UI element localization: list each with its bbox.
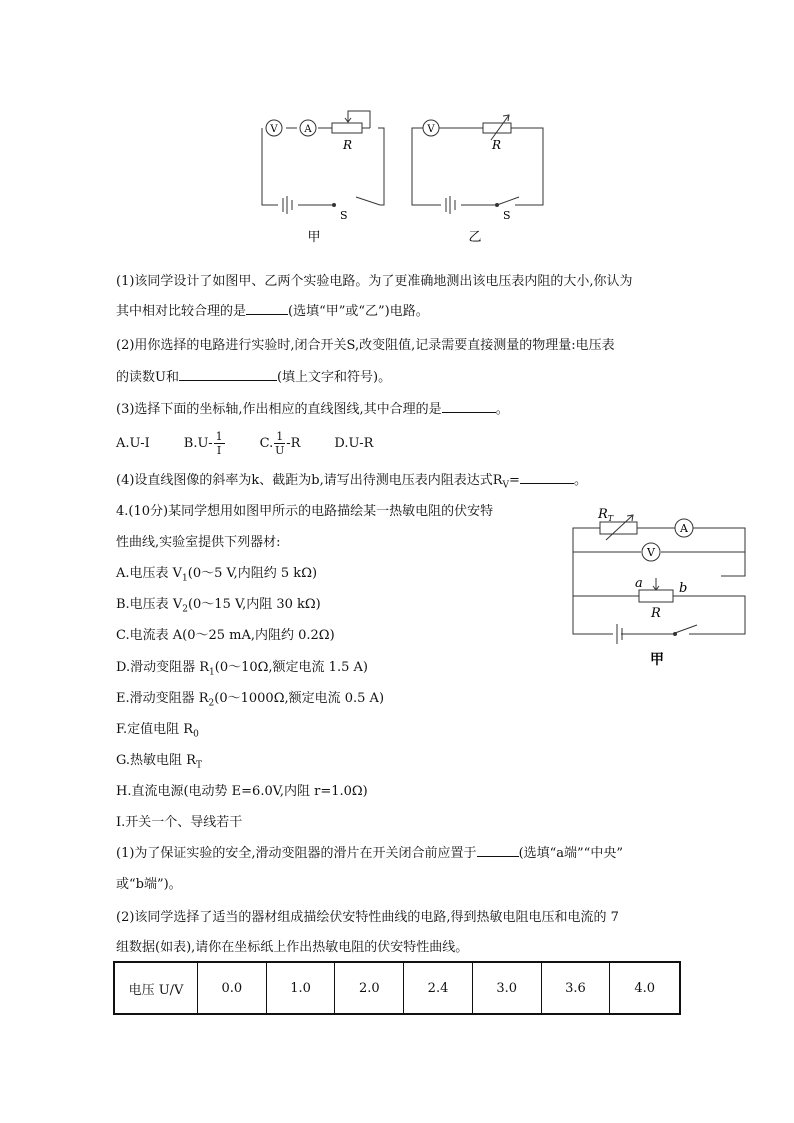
equipment-item <box>116 562 317 584</box>
circuit-diagram-jia <box>250 105 390 245</box>
fraction <box>274 430 285 457</box>
data-table <box>113 961 681 1015</box>
subscript: 1 <box>182 573 188 584</box>
q4-part1-text: (1)为了保证实验的安全,滑动变阻器的滑片在开关闭合前应置于 <box>116 846 477 861</box>
q3-part2-line1: (2)用你选择的电路进行实验时,闭合开关S,改变阻值,记录需要直接测量的物理量:电压表 <box>116 338 615 353</box>
equipment-spec: (0～1000Ω,额定电流 0.5 A) <box>214 691 385 706</box>
table-cell: 2.0 <box>335 962 404 1014</box>
q3-part1-line2 <box>116 300 429 319</box>
voltmeter-label: V <box>427 124 435 135</box>
slider-a-label: a <box>635 576 643 591</box>
figure-label-yi: 乙 <box>468 230 482 245</box>
table-cell: 1.0 <box>266 962 335 1014</box>
q3-options <box>116 425 407 461</box>
equipment-text: E.滑动变阻器 R <box>116 691 209 706</box>
period: 。 <box>573 473 587 488</box>
q3-part3-text: (3)选择下面的坐标轴,作出相应的直线图线,其中合理的是 <box>116 402 442 417</box>
q4-part2-line1: (2)该同学选择了适当的器材组成描绘伏安特性曲线的电路,得到热敏电阻电压和电流的 7 <box>116 910 619 925</box>
answer-blank[interactable] <box>246 302 288 315</box>
thermistor-label: $R_T$ <box>598 507 614 523</box>
ammeter-label: A <box>680 522 688 535</box>
resistor-label: R <box>343 138 353 152</box>
slider-b-label: b <box>679 581 688 596</box>
answer-blank[interactable] <box>179 368 277 381</box>
subscript: 2 <box>182 604 188 615</box>
table-cell: 4.0 <box>610 962 680 1014</box>
equipment-text: A.电压表 V <box>116 566 183 581</box>
equipment-text: I.开关一个、导线若干 <box>116 815 243 830</box>
table-cell: 2.4 <box>404 962 473 1014</box>
equipment-item <box>116 718 199 740</box>
answer-blank[interactable] <box>442 400 496 413</box>
numerator: 1 <box>215 429 223 443</box>
table-row <box>114 962 680 1014</box>
equipment-text: H.直流电源(电动势 E=6.0V,内阻 r=1.0Ω) <box>116 784 368 799</box>
q3-part4 <box>116 469 587 491</box>
equipment-text: C.电流表 A(0～25 mA,内阻约 0.2Ω) <box>116 628 335 643</box>
equipment-spec: (0～10Ω,额定电流 1.5 A) <box>214 660 368 675</box>
voltmeter-label: V <box>647 546 655 559</box>
equipment-item <box>116 624 335 646</box>
q4-part1-line1 <box>116 842 623 861</box>
q4-part1-line2: 或“b端”)。 <box>116 877 182 892</box>
rheostat-icon <box>639 590 673 602</box>
figure-label-jia: 甲 <box>650 652 664 668</box>
q4-part2-line2: 组数据(如表),请你在坐标纸上作出热敏电阻的伏安特性曲线。 <box>116 940 469 955</box>
denominator: I <box>216 443 222 457</box>
q3-part1-line1: (1)该同学设计了如图甲、乙两个实验电路。为了更准确地测出该电压表内阻的大小,你认为 <box>116 274 633 289</box>
subscript: 2 <box>208 698 215 709</box>
table-cell: 3.6 <box>541 962 610 1014</box>
fraction <box>214 430 225 457</box>
ammeter-label: A <box>304 124 312 135</box>
q3-part2-suffix: (填上文字和符号)。 <box>276 370 392 385</box>
equipment-spec: (0～5 V,内阻约 5 kΩ) <box>187 566 318 581</box>
subscript: T <box>195 760 202 771</box>
option-d[interactable]: D.U-R <box>334 435 374 451</box>
equipment-item <box>116 749 202 771</box>
equals: = <box>509 473 520 488</box>
switch-label: S <box>340 209 348 222</box>
q3-part1-suffix: (选填“甲”或“乙”)电路。 <box>288 304 429 319</box>
rheostat-label: R <box>651 606 661 621</box>
option-b[interactable] <box>184 430 226 457</box>
option-c-text: C. <box>259 435 274 451</box>
resistor-icon <box>332 123 362 133</box>
q4-part1-suffix: (选填“a端”“中央” <box>518 846 623 861</box>
option-c[interactable] <box>260 430 301 457</box>
period: 。 <box>495 402 509 417</box>
switch-label: S <box>503 209 511 222</box>
table-header-cell: 电压 U/V <box>114 962 198 1014</box>
circuit-diagram-yi <box>405 105 550 245</box>
equipment-item <box>116 593 321 615</box>
option-c-suffix: -R <box>286 435 301 451</box>
equipment-item <box>116 780 368 802</box>
denominator: U <box>275 443 285 457</box>
voltmeter-label: V <box>270 124 278 135</box>
resistor-label: R <box>492 138 502 152</box>
subscript: V <box>502 480 510 491</box>
equipment-text: B.电压表 V <box>116 597 183 612</box>
numerator: 1 <box>276 429 284 443</box>
q3-part2-text: 的读数U和 <box>116 370 179 385</box>
table-cell: 0.0 <box>198 962 267 1014</box>
q3-part3 <box>116 398 509 417</box>
option-b-text: B.U- <box>183 435 213 451</box>
equipment-text: F.定值电阻 R <box>116 722 194 737</box>
figure-label-jia: 甲 <box>307 230 321 245</box>
equipment-text: G.热敏电阻 R <box>116 753 196 768</box>
table-cell: 3.0 <box>472 962 541 1014</box>
equipment-spec: (0～15 V,内阻 30 kΩ) <box>187 597 321 612</box>
equipment-item <box>116 687 384 709</box>
equipment-item <box>116 656 368 678</box>
equipment-text: D.滑动变阻器 R <box>116 660 210 675</box>
option-a[interactable]: A.U-I <box>116 435 150 451</box>
equipment-item <box>116 811 242 833</box>
answer-blank[interactable] <box>520 471 574 484</box>
q3-part4-text: (4)设直线图像的斜率为k、截距为b,请写出待测电压表内阻表达式R <box>116 473 503 488</box>
q4-intro-line2: 性曲线,实验室提供下列器材: <box>116 535 281 550</box>
answer-blank[interactable] <box>477 844 519 857</box>
subscript: 0 <box>193 729 199 740</box>
q3-part1-text: 其中相对比较合理的是 <box>116 304 247 319</box>
q3-part2-line2 <box>116 366 391 385</box>
q4-intro-line1: 4.(10分)某同学想用如图甲所示的电路描绘某一热敏电阻的伏安特 <box>116 504 494 519</box>
circuit-diagram-q4 <box>565 500 755 672</box>
subscript: 1 <box>209 667 215 678</box>
